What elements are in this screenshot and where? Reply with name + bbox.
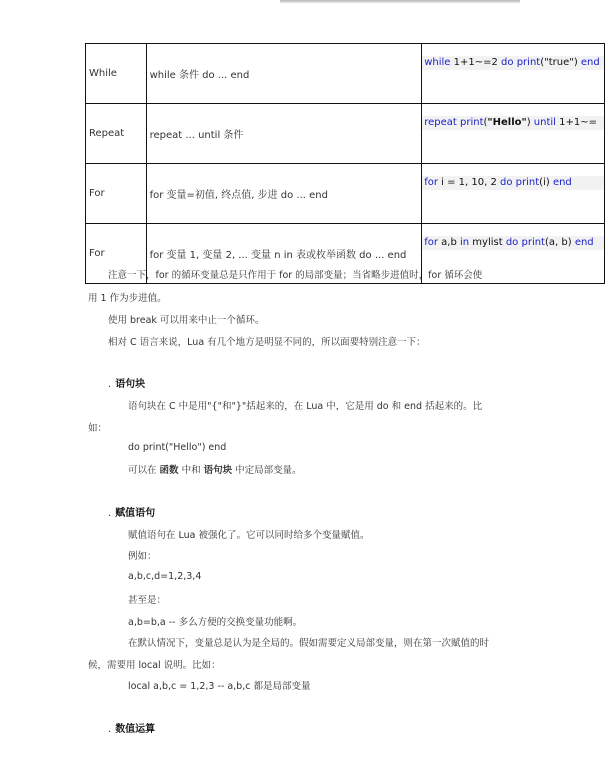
table-row: [86, 164, 605, 224]
code-token: until: [533, 117, 556, 128]
note-line-1: 注意一下，for 的循环变量总是只作用于 for 的局部变量；当省略步进值时，for 循环会使: [108, 270, 483, 281]
assign-code-2: a,b=b,a -- 多么方便的交换变量功能啊。: [128, 617, 303, 628]
code-token: (: [483, 117, 488, 128]
code-token: end: [552, 177, 572, 188]
code-token: print: [516, 57, 541, 68]
loop-syntax-cell: while 条件 do ... end: [146, 44, 422, 104]
code-token: a,b: [437, 237, 460, 248]
code-token: print: [460, 117, 484, 128]
assign-code-1: a,b,c,d=1,2,3,4: [128, 571, 202, 582]
code-token: (i): [539, 177, 553, 188]
loop-syntax-cell: for 变量 1, 变量 2, ... 变量 n in 表或枚举函数 do ... end: [146, 224, 422, 284]
code-token: end: [574, 237, 594, 248]
code-example: [422, 56, 604, 70]
loop-example-cell: [422, 44, 605, 104]
code-token: repeat: [424, 117, 457, 128]
loop-name-cell: While: [86, 44, 147, 104]
table-row: [86, 44, 605, 104]
loop-name-cell: For: [86, 164, 147, 224]
block-local-note: 可以在 函数 中和 语句块 中定局部变量。: [128, 465, 302, 476]
section-heading-assign: . 赋值语句: [108, 508, 156, 519]
loop-syntax-cell: for 变量=初值, 终点值, 步进 do ... end: [146, 164, 422, 224]
code-example: [422, 176, 604, 190]
block-code-example: do print("Hello") end: [128, 442, 227, 453]
code-token: do: [500, 177, 513, 188]
assign-example-label: 例如：: [128, 551, 157, 562]
loop-syntax-table: [85, 43, 605, 284]
assign-desc-2b: 候，需要用 local 说明。比如：: [88, 660, 221, 671]
code-token: for: [424, 177, 438, 188]
code-token: i = 1, 10, 2: [437, 177, 501, 188]
code-token: for: [424, 237, 438, 248]
page-top-shadow: [280, 0, 520, 3]
loop-example-cell: [422, 164, 605, 224]
code-token: print: [515, 177, 540, 188]
loop-example-cell: [422, 104, 605, 164]
code-token: while: [424, 57, 451, 68]
assign-desc-2a: 在默认情况下，变量总是认为是全局的。假如需要定义局部变量，则在第一次赋值的时: [128, 638, 490, 649]
assign-even-label: 甚至是：: [128, 595, 167, 606]
code-token: end: [580, 57, 600, 68]
loop-name-cell: Repeat: [86, 104, 147, 164]
code-token: do: [501, 57, 514, 68]
assign-code-3: local a,b,c = 1,2,3 -- a,b,c 都是局部变量: [128, 681, 311, 692]
code-token: ("true"): [540, 57, 581, 68]
note-line-4: 相对 C 语言来说，Lua 有几个地方是明显不同的，所以面要特别注意一下：: [108, 337, 426, 348]
code-token: do: [505, 237, 519, 248]
table-row: [86, 104, 605, 164]
section-heading-numeric: . 数值运算: [108, 724, 156, 735]
note-line-3: 使用 break 可以用来中止一个循环。: [108, 315, 265, 326]
loop-name-cell: For: [86, 224, 147, 284]
section-heading-block: . 语句块: [108, 379, 146, 390]
code-token: 1+1~=2: [450, 57, 502, 68]
code-token: "Hello": [487, 117, 527, 128]
block-desc-1: 语句块在 C 中是用"{"和"}"括起来的，在 Lua 中，它是用 do 和 end 括起来的。比: [128, 401, 483, 412]
assign-desc: 赋值语句在 Lua 被强化了。它可以同时给多个变量赋值。: [128, 530, 370, 541]
code-token: (a, b): [544, 237, 575, 248]
code-token: ): [526, 117, 534, 128]
code-example: [422, 236, 604, 250]
code-token: in: [459, 237, 470, 248]
code-example: [422, 116, 604, 130]
loop-syntax-cell: repeat ... until 条件: [146, 104, 422, 164]
code-token: print: [521, 237, 545, 248]
block-desc-2: 如：: [88, 423, 108, 434]
note-line-2: 用 1 作为步进值。: [88, 293, 167, 304]
code-token: 1+1~=: [555, 117, 597, 128]
code-token: mylist: [469, 237, 506, 248]
